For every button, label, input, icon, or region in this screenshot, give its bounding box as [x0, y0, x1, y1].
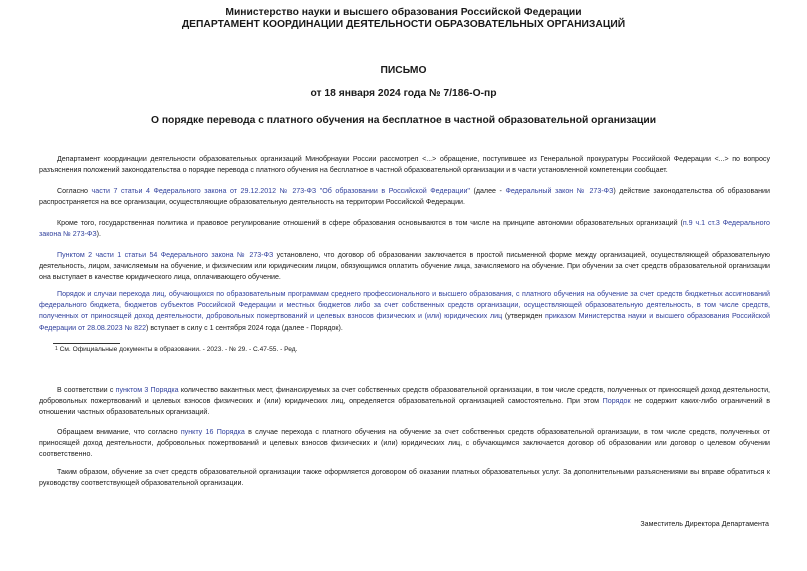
paragraph-7-text-b: в случае перехода с платного обучения на обучение за счет собственных средств образовательной организации, в том числе средств, полученных от приносящей доход деятельности, добровольных пожертвований и целевых взносов физических и (или) юридических лиц, с обучающимся заключается договор об образовании или договор о целевом обучении соответственно.: [39, 428, 770, 459]
paragraph-3-text-a: Кроме того, государственная политика и правовое регулирование отношений в сфере образования основываются в том числе на принципе автономии образовательных организаций (: [57, 219, 683, 227]
document-subject: О порядке перевода с платного обучения на бесплатное в частной образовательной организации: [150, 115, 657, 126]
link-transfer-procedure[interactable]: Порядок и случаи перехода лиц, обучающихся по образовательным программам среднего профессионального и высшего образования, с платного обучения на обучение за счет средств бюджетных ассигнований федерального бюджета, бюджетов субъектов Российской Федерации и местных бюджетов либо за счет собственных средств организации, осуществляющей образовательную деятельность, в том числе средств, полученных от приносящей доход деятельности, добровольных пожертвований и целевых взносов физических и (или) юридических лиц: [39, 290, 770, 321]
paragraph-8: [39, 467, 770, 489]
link-procedure[interactable]: Порядок: [602, 397, 631, 406]
link-federal-law-273[interactable]: Федеральный закон № 273-ФЗ: [505, 187, 614, 195]
department-name: ДЕПАРТАМЕНТ КООРДИНАЦИИ ДЕЯТЕЛЬНОСТИ ОБРАЗОВАТЕЛЬНЫХ ОРГАНИЗАЦИЙ: [181, 19, 626, 30]
footnote-text: См. Официальные документы в образовании. - 2023. - № 29. - С.47-55. - Ред.: [59, 346, 298, 353]
paragraph-5-text-a: (утвержден: [502, 312, 546, 321]
paragraph-3: [39, 218, 770, 240]
paragraph-2-text-c: ) действие законодательства об образовании распространяется на все организации, осуществляющие образовательную деятельность на территории Российской Федерации.: [39, 187, 770, 207]
link-procedure-point-3[interactable]: пунктом 3 Порядка: [115, 386, 179, 394]
paragraph-2-text-b: (далее -: [469, 187, 506, 195]
paragraph-2: [39, 186, 770, 208]
paragraph-7-text-a: Обращаем внимание, что согласно: [57, 428, 181, 436]
ministry-name: Министерство науки и высшего образования Российской Федерации: [225, 7, 582, 18]
paragraph-1-text: Департамент координации деятельности образовательных организаций Минобрнауки России рассмотрел <...> обращение, поступившее из Генеральной прокуратуры Российской Федерации <...> по вопросу разъяснения положений законодательства о порядке перевода с платного обучения на бесплатное в частной образовательной организации и в части установленной компетенции сообщает.: [39, 155, 770, 175]
document-type: ПИСЬМО: [380, 65, 427, 76]
paragraph-7: [39, 427, 770, 461]
document-date-number: от 18 января 2024 года № 7/186-О-пр: [310, 88, 497, 99]
paragraph-2-text-a: Согласно: [57, 187, 92, 195]
paragraph-6-text-c: не содержит каких-либо ограничений в отношении частных образовательных организаций.: [39, 397, 770, 417]
paragraph-6-text-a: В соответствии с: [57, 386, 116, 394]
paragraph-4-text: установлено, что договор об образовании заключается в простой письменной форме между организацией, осуществляющей образовательную деятельность, лицом, зачисляемым на обучение, и физическим или юридическим лицом, обязующимся оплатить обучение лица, зачисляемого на обучение. При обучении за счет средств образовательной организации она выступает в качестве юридического лица, оплачивающего обучение.: [39, 251, 770, 282]
paragraph-8-text: Таким образом, обучение за счет средств образовательной организации также оформляется договором об оказании платных образовательных услуг. За дополнительными разъяснениями вы вправе обратиться к руководству соответствующей образовательной организации.: [39, 468, 770, 488]
footnote: [55, 344, 297, 355]
paragraph-1: [39, 154, 770, 176]
paragraph-6-text-b: количество вакантных мест, финансируемых за счет собственных средств образовательной организации, в том числе средств, полученных от приносящей доход деятельности, добровольных пожертвований и целевых взносов физических и (или) юридических лиц, определяется образовательной организацией самостоятельно. При этом: [39, 386, 771, 406]
link-order-822[interactable]: приказом Министерства науки и высшего образования Российской Федерации от 28.08.2023 № 822: [39, 312, 770, 332]
paragraph-5-text-b: ) вступает в силу с 1 сентября 2024 года (далее - Порядок).: [146, 323, 343, 332]
paragraph-6: [39, 385, 770, 419]
paragraph-4: [39, 250, 770, 284]
link-law-273-art3[interactable]: п.9 ч.1 ст.3 Федерального закона № 273-ФЗ: [39, 219, 770, 239]
link-law-273-art4[interactable]: части 7 статьи 4 Федерального закона от 29.12.2012 № 273-ФЗ "Об образовании в Российской Федерации": [91, 187, 470, 195]
paragraph-3-text-b: ).: [96, 230, 101, 239]
paragraph-5: [39, 289, 770, 334]
link-procedure-point-16[interactable]: пункту 16 Порядка: [180, 428, 245, 436]
footnote-mark: 1: [55, 346, 58, 352]
link-law-273-art54[interactable]: Пунктом 2 части 1 статьи 54 Федерального закона № 273-ФЗ: [57, 251, 274, 259]
signature-title: Заместитель Директора Департамента: [640, 520, 769, 528]
